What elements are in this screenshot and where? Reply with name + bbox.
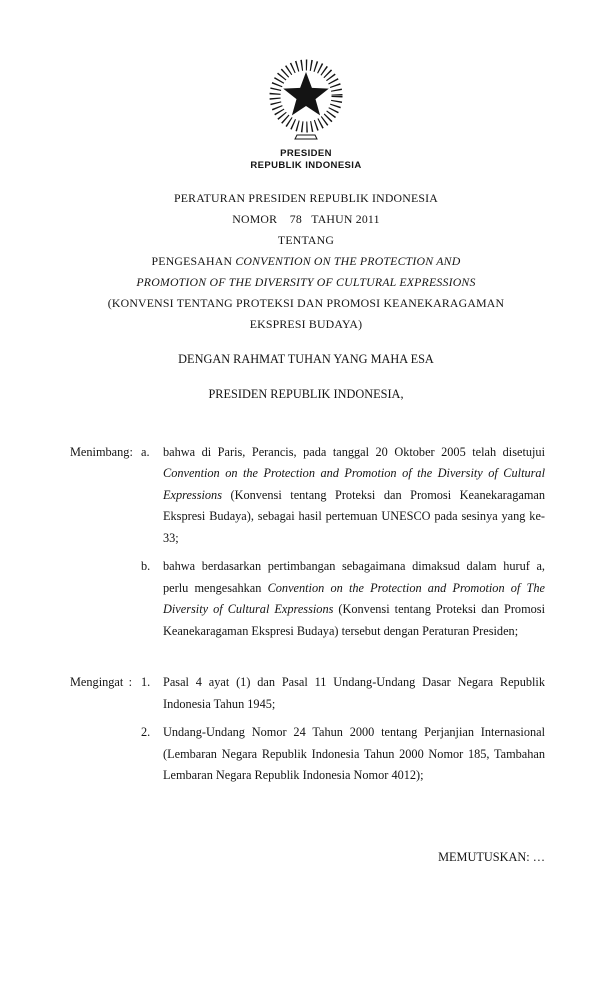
title-line-subject-1 — [0, 251, 612, 272]
mengingat-section — [70, 672, 545, 787]
label-colon: : — [128, 675, 132, 689]
item-text — [163, 556, 545, 642]
mengingat-label — [70, 672, 132, 694]
item-text — [163, 672, 545, 715]
text-segment-italic: Convention on the Protection and Promotion of The Diversity of Cultural Expressions — [163, 580, 545, 616]
text-segment-italic: Convention on the Protection and Promotion of the Diversity of Cultural Expressions — [163, 466, 545, 502]
menimbang-label — [70, 442, 132, 464]
list-item — [141, 672, 545, 715]
text-segment: bahwa berdasarkan pertimbangan sebagaimana dimaksud dalam huruf a, perlu mengesahkan — [163, 559, 545, 595]
list-item — [141, 442, 545, 550]
label-text: Menimbang — [70, 444, 130, 459]
list-item — [141, 722, 545, 787]
invocation-line: DENGAN RAHMAT TUHAN YANG MAHA ESA — [178, 351, 434, 366]
menimbang-section — [70, 442, 545, 643]
org-line1: PRESIDEN — [280, 147, 332, 159]
title-segment: PENGESAHAN — [151, 253, 236, 268]
item-marker: a. — [141, 444, 150, 459]
seal — [0, 52, 612, 148]
label-text: Mengingat — [70, 675, 124, 689]
org-name — [0, 148, 612, 172]
title-line-regulation: PERATURAN PRESIDEN REPUBLIK INDONESIA — [174, 190, 438, 205]
document-title — [0, 188, 612, 335]
item-text — [163, 442, 545, 550]
item-marker: 2. — [141, 725, 151, 739]
text-segment: Pasal 4 ayat (1) dan Pasal 11 Undang-Undang Dasar Negara Republik Indonesia Tahun 1945; — [163, 675, 545, 711]
item-marker: 1. — [141, 675, 151, 689]
title-line-subject-4: EKSPRESI BUDAYA) — [249, 316, 363, 331]
item-text — [163, 722, 545, 787]
presidential-star-seal-icon — [262, 52, 350, 140]
title-line-subject-3: (KONVENSI TENTANG PROTEKSI DAN PROMOSI KEANEKARAGAMAN — [107, 295, 505, 310]
text-segment: (Konvensi tentang Proteksi dan Promosi Keanekaragaman Ekspresi Budaya) tersebut dengan Peraturan Presiden; — [163, 602, 545, 638]
title-line-subject-2: PROMOTION OF THE DIVERSITY OF CULTURAL EXPRESSIONS — [136, 274, 476, 289]
org-line2: REPUBLIK INDONESIA — [250, 159, 362, 171]
title-segment-italic: CONVENTION ON THE PROTECTION AND — [235, 253, 461, 268]
authority-line: PRESIDEN REPUBLIK INDONESIA, — [208, 387, 404, 401]
text-segment: (Konvensi tentang Proteksi dan Promosi Keanekaragaman Ekspresi Budaya), sebagai hasil pertemuan UNESCO pada sesinya yang ke-33; — [163, 487, 545, 545]
title-line-tentang: TENTANG — [277, 232, 335, 247]
label-colon: : — [129, 444, 133, 459]
item-marker: b. — [141, 559, 151, 573]
document-body — [70, 442, 545, 869]
list-item — [141, 556, 545, 642]
text-segment: Undang-Undang Nomor 24 Tahun 2000 tentang Perjanjian Internasional (Lembaran Negara Republik Indonesia Tahun 2000 Nomor 185, Tambahan Lembaran Negara Republik Indonesia Nomor 4012); — [163, 725, 545, 782]
text-segment: bahwa di Paris, Perancis, pada tanggal 20 Oktober 2005 telah disetujui — [163, 444, 545, 459]
page-continuation: MEMUTUSKAN: … — [438, 849, 545, 864]
mengingat-items — [141, 672, 545, 787]
menimbang-items — [141, 442, 545, 643]
title-line-number: NOMOR 78 TAHUN 2011 — [232, 211, 380, 226]
